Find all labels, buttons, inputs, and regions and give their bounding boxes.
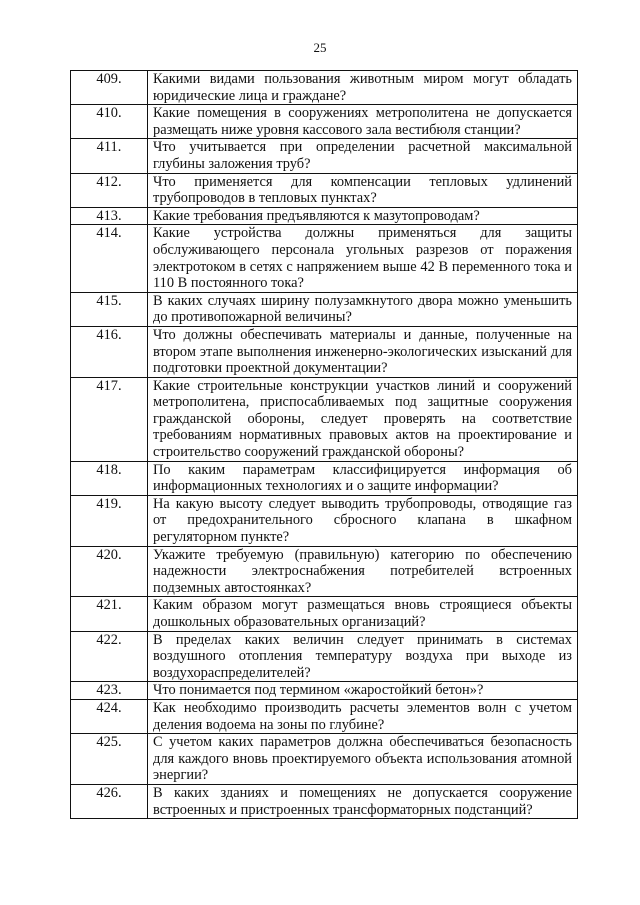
question-row <box>71 377 578 461</box>
question-text: На какую высоту следует выводить трубопроводы, отводящие газ от предохранительного сбросного клапана в шкафном регуляторном пункте? <box>148 495 578 546</box>
question-text: В пределах каких величин следует принимать в системах воздушного отопления температуру воздуха при выходе из воздухораспределителей? <box>148 631 578 682</box>
question-text: В каких случаях ширину полузамкнутого двора можно уменьшить до противопожарной величины? <box>148 292 578 326</box>
question-text: Как необходимо производить расчеты элементов волн с учетом деления водоема на зоны по глубине? <box>148 699 578 733</box>
question-row <box>71 631 578 682</box>
question-number: 416. <box>71 326 148 377</box>
questions-table-body <box>71 71 578 819</box>
question-row <box>71 105 578 139</box>
question-number: 422. <box>71 631 148 682</box>
question-row <box>71 699 578 733</box>
question-row <box>71 225 578 292</box>
question-number: 410. <box>71 105 148 139</box>
question-number: 425. <box>71 734 148 785</box>
question-text: В каких зданиях и помещениях не допускается сооружение встроенных и пристроенных трансформаторных подстанций? <box>148 784 578 818</box>
question-row <box>71 71 578 105</box>
question-number: 426. <box>71 784 148 818</box>
question-text: Что понимается под термином «жаростойкий бетон»? <box>148 682 578 700</box>
page-number: 25 <box>313 40 327 55</box>
question-text: По каким параметрам классифицируется информация об информационных технологиях и о защите информации? <box>148 461 578 495</box>
question-text: Что учитывается при определении расчетной максимальной глубины заложения труб? <box>148 139 578 173</box>
question-row <box>71 207 578 225</box>
question-number: 423. <box>71 682 148 700</box>
question-row <box>71 292 578 326</box>
question-text: Что применяется для компенсации тепловых удлинений трубопроводов в тепловых пунктах? <box>148 173 578 207</box>
question-number: 417. <box>71 377 148 461</box>
question-number: 419. <box>71 495 148 546</box>
question-row <box>71 734 578 785</box>
question-number: 413. <box>71 207 148 225</box>
question-text: Какие помещения в сооружениях метрополитена не допускается размещать ниже уровня кассового зала вестибюля станции? <box>148 105 578 139</box>
question-row <box>71 326 578 377</box>
question-text: Каким образом могут размещаться вновь строящиеся объекты дошкольных образовательных организаций? <box>148 597 578 631</box>
question-number: 409. <box>71 71 148 105</box>
question-row <box>71 461 578 495</box>
question-text: С учетом каких параметров должна обеспечиваться безопасность для каждого вновь проектируемого объекта использования атомной энергии? <box>148 734 578 785</box>
question-text: Какие устройства должны применяться для защиты обслуживающего персонала угольных разрезов от поражения электротоком в сетях с напряжением выше 42 В переменного тока и 110 В постоянного тока? <box>148 225 578 292</box>
question-row <box>71 784 578 818</box>
question-number: 414. <box>71 225 148 292</box>
question-text: Укажите требуемую (правильную) категорию по обеспечению надежности электроснабжения потребителей встроенных подземных автостоянках? <box>148 546 578 597</box>
question-row <box>71 546 578 597</box>
question-text: Какие строительные конструкции участков линий и сооружений метрополитена, приспосабливаемых под защитные сооружения гражданской обороны, следует проверять на соответствие требованиям нормативных правовых актов на проектирование и строительство сооружений гражданской обороны? <box>148 377 578 461</box>
question-row <box>71 495 578 546</box>
question-number: 412. <box>71 173 148 207</box>
question-number: 418. <box>71 461 148 495</box>
question-row <box>71 173 578 207</box>
questions-table <box>70 70 578 819</box>
question-number: 415. <box>71 292 148 326</box>
question-text: Какими видами пользования животным миром могут обладать юридические лица и граждане? <box>148 71 578 105</box>
question-number: 420. <box>71 546 148 597</box>
question-row <box>71 597 578 631</box>
question-number: 421. <box>71 597 148 631</box>
question-number: 424. <box>71 699 148 733</box>
question-text: Что должны обеспечивать материалы и данные, полученные на втором этапе выполнения инженерно-экологических изысканий для подготовки проектной документации? <box>148 326 578 377</box>
question-text: Какие требования предъявляются к мазутопроводам? <box>148 207 578 225</box>
question-row <box>71 682 578 700</box>
question-row <box>71 139 578 173</box>
question-number: 411. <box>71 139 148 173</box>
